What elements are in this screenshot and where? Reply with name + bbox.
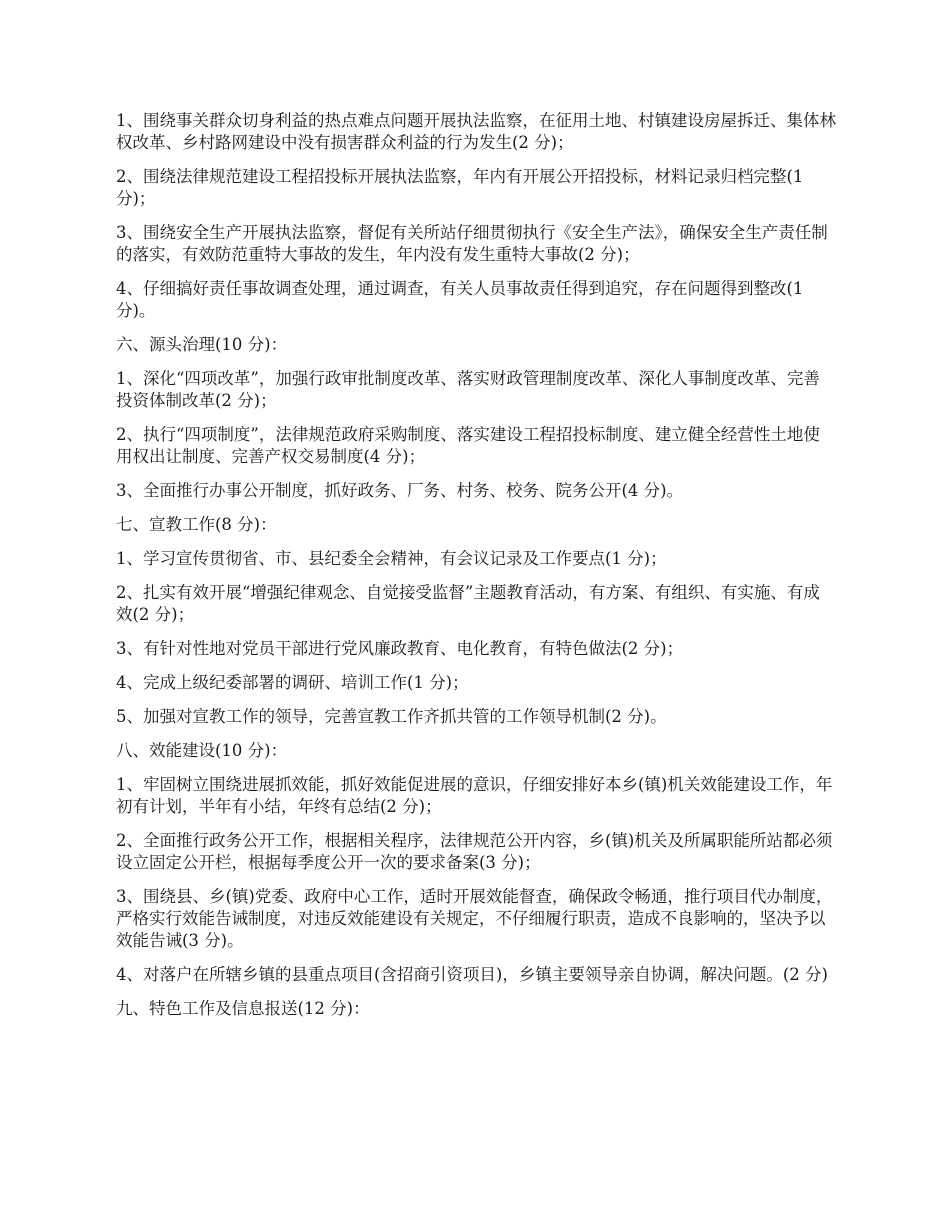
paragraph-item: 4、仔细搞好责任事故调查处理，通过调查，有关人员事故责任得到追究，存在问题得到整改(1 分)。 [116,279,804,320]
paragraph-item: 1、深化“四项改革”，加强行政审批制度改革、落实财政管理制度改革、深化人事制度改革、完善投资体制改革(2 分)； [116,369,820,410]
paragraph-item: 2、扎实有效开展“增强纪律观念、自觉接受监督”主题教育活动，有方案、有组织、有实施、有成效(2 分)； [116,583,820,624]
section-heading: 七、宣教工作(8 分)： [116,515,277,534]
document-body [116,110,836,1032]
paragraph-item: 1、围绕事关群众切身利益的热点难点问题开展执法监察，在征用土地、村镇建设房屋拆迁、集体林权改革、乡村路网建设中没有损害群众利益的行为发生(2 分)； [116,111,836,152]
paragraph-item: 1、学习宣传贯彻省、市、县纪委全会精神，有会议记录及工作要点(1 分)； [116,549,667,568]
paragraph-item: 2、执行“四项制度”，法律规范政府采购制度、落实建设工程招投标制度、建立健全经营性土地使用权出让制度、完善产权交易制度(4 分)； [116,425,820,466]
paragraph-item: 3、围绕县、乡(镇)党委、政府中心工作，适时开展效能督查，确保政令畅通，推行项目代办制度，严格实行效能告诫制度，对违反效能建设有关规定，不仔细履行职责，造成不良影响的，坚决予以效能告诫(3 分)。 [116,887,833,950]
section-heading: 八、效能建设(10 分)： [116,741,288,760]
paragraph-item: 4、完成上级纪委部署的调研、培训工作(1 分)； [116,673,469,692]
paragraph-item: 2、围绕法律规范建设工程招投标开展执法监察，年内有开展公开招投标，材料记录归档完整(1 分)； [116,167,804,208]
paragraph-item: 3、全面推行办事公开制度，抓好政务、厂务、村务、校务、院务公开(4 分)。 [116,481,684,500]
paragraph-item: 3、围绕安全生产开展执法监察，督促有关所站仔细贯彻执行《安全生产法》，确保安全生产责任制的落实，有效防范重特大事故的发生，年内没有发生重特大事故(2 分)； [116,223,828,264]
paragraph-item: 5、加强对宣教工作的领导，完善宣教工作齐抓共管的工作领导机制(2 分)。 [116,707,667,726]
paragraph-item: 3、有针对性地对党员干部进行党风廉政教育、电化教育，有特色做法(2 分)； [116,639,684,658]
paragraph-item: 1、牢固树立围绕进展抓效能，抓好效能促进展的意识，仔细安排好本乡(镇)机关效能建设工作，年初有计划，半年有小结，年终有总结(2 分)； [116,775,833,816]
paragraph-item: 2、全面推行政务公开工作，根据相关程序，法律规范公开内容，乡(镇)机关及所属职能所站都必须设立固定公开栏，根据每季度公开一次的要求备案(3 分)； [116,831,833,872]
section-heading: 六、源头治理(10 分)： [116,335,288,354]
paragraph-item: 4、对落户在所辖乡镇的县重点项目(含招商引资项目)，乡镇主要领导亲自协调，解决问题。(2 分) [116,965,828,984]
section-heading: 九、特色工作及信息报送(12 分)： [116,999,370,1018]
